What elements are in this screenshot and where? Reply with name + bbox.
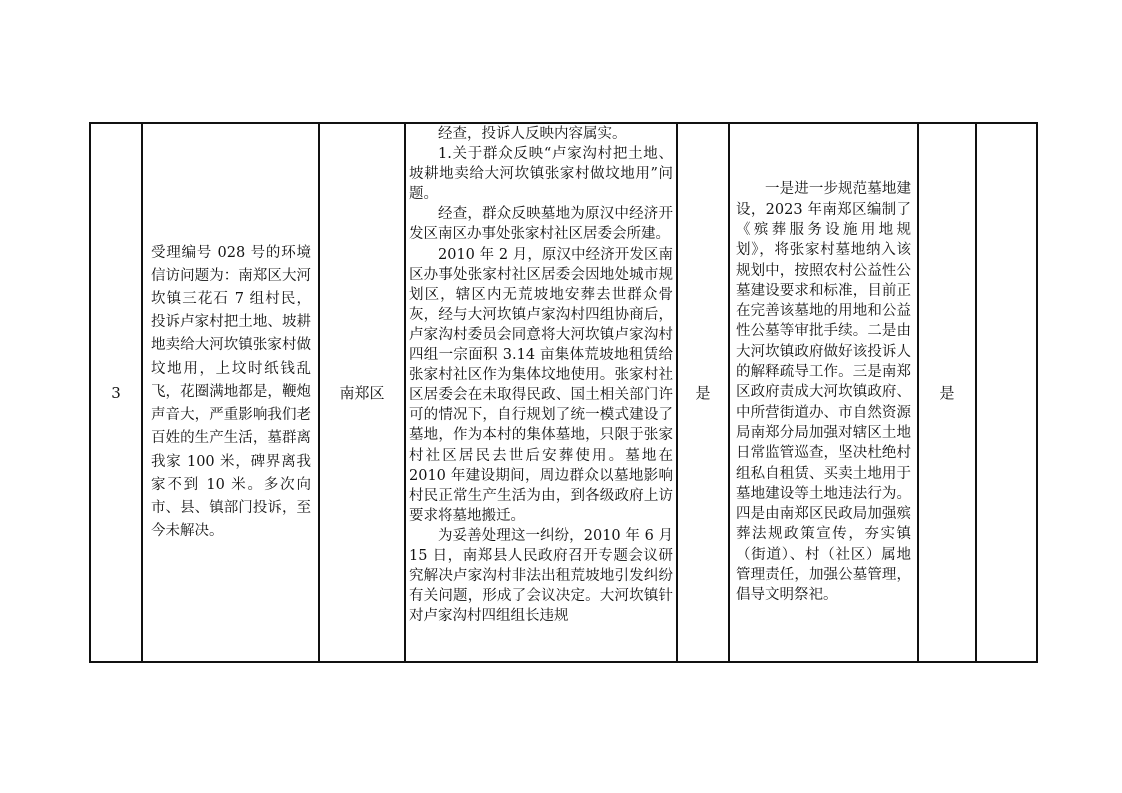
table-row: [90, 123, 1037, 662]
measures-cell: [729, 123, 918, 662]
finding-paragraph: 为妥善处理这一纠纷，2010 年 6 月 15 日，南郑县人民政府召开专题会议研究解决卢家沟村非法出租荒坡地引发纠纷有关问题，形成了会议决定。大河坎镇针对卢家沟村四组组长违规: [409, 527, 673, 625]
verified-cell: [677, 123, 729, 662]
finding-paragraph: 2010 年 2 月，原汉中经济开发区南区办事处张家村社区居委会因地处城市规划区，辖区内无荒坡地安葬去世群众骨灰，经与大河坎镇卢家沟村四组协商后，卢家沟村委员会同意将大河坎镇卢家沟村四组一宗面积 3.14 亩集体荒坡地租赁给张家村社区作为集体坟地使用。张家村社区居委会在未取得民政、国土相关部门许可的情况下，自行规划了统一模式建设了墓地，作为本村的集体墓地，只限于张家村社区居民去世后安葬使用。墓地在 2010 年建设期间，周边群众以墓地影响村民正常生产生活为由，到各级政府上访要求将墓地搬迁。: [409, 246, 673, 524]
issue-cell: [142, 123, 319, 662]
verified-value: 是: [695, 384, 711, 402]
finding-text: [409, 124, 673, 626]
issue-text: 受理编号 028 号的环境信访问题为：南郑区大河坎镇三花石 7 组村民，投诉卢家村把土地、坡耕地卖给大河坎镇张家村做坟地用，上坟时纸钱乱飞，花圈满地都是，鞭炮声音大，严重影响我们老百姓的生产生活，墓群离我家 100 米，碑界离我家不到 10 米。多次向市、县、镇部门投诉，至今未解决。: [151, 244, 311, 540]
complaint-table: [89, 122, 1038, 663]
rectified-cell: [918, 123, 976, 662]
measures-text: [736, 179, 911, 605]
finding-paragraph: 经查，群众反映墓地为原汉中经济开发区南区办事处张家村社区居委会所建。: [409, 206, 673, 243]
remark-cell: [976, 123, 1037, 662]
rectified-value: 是: [939, 384, 955, 402]
finding-paragraph: 经查，投诉人反映内容属实。: [438, 126, 627, 142]
measures-paragraph: 一是进一步规范墓地建设，2023 年南郑区编制了《殡葬服务设施用地规划》，将张家村墓地纳入该规划中，按照农村公益性公墓建设要求和标准，目前正在完善该墓地的用地和公益性公墓等审批手续。二是由大河坎镇政府做好该投诉人的解释疏导工作。三是南郑区政府责成大河坎镇政府、中所营街道办、市自然资源局南郑分局加强对辖区土地日常监管巡查，坚决杜绝村组私自租赁、买卖土地用于墓地建设等土地违法行为。四是由南郑区民政局加强殡葬法规政策宣传，夯实镇（街道）、村（社区）属地管理责任，加强公墓管理，倡导文明祭祀。: [736, 181, 911, 604]
row-number-cell: [90, 123, 142, 662]
finding-cell: [405, 123, 677, 662]
district-name: 南郑区: [339, 384, 385, 402]
district-cell: [319, 123, 405, 662]
row-number: 3: [111, 383, 121, 402]
finding-paragraph: 1.关于群众反映“卢家沟村把土地、坡耕地卖给大河坎镇张家村做坟地用”问题。: [409, 146, 673, 203]
